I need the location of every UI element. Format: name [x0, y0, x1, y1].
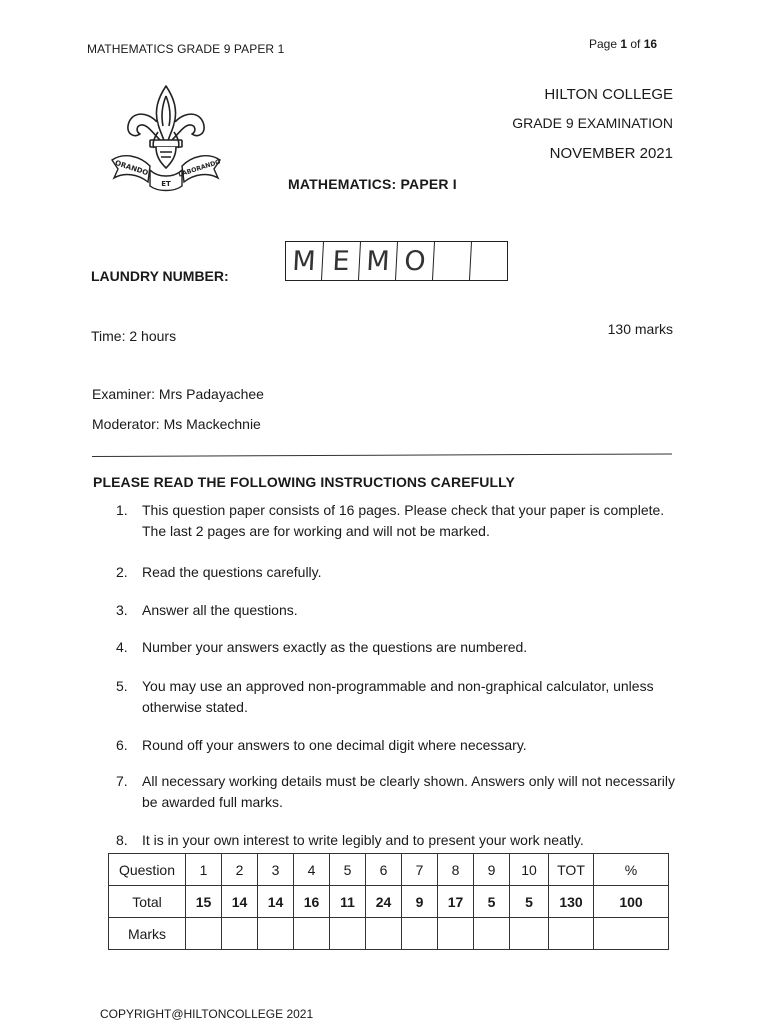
school-crest-logo: [110, 82, 222, 200]
question-cell: 9: [474, 854, 510, 886]
total-cell: 14: [222, 886, 258, 918]
marks-cell: [366, 918, 402, 950]
marks-cell: [549, 918, 594, 950]
crest-motto-left: ORANDO: [114, 158, 150, 178]
marks-cell: [594, 918, 669, 950]
question-cell: 7: [402, 854, 438, 886]
instruction-number: 2.: [116, 564, 128, 580]
exam-date: NOVEMBER 2021: [549, 145, 673, 162]
instruction-number: 6.: [116, 737, 128, 753]
examiner: Examiner: Mrs Padayachee: [92, 386, 264, 402]
laundry-cell-4: O: [396, 242, 435, 280]
table-row-marks: [109, 918, 669, 950]
marks-cell: [474, 918, 510, 950]
divider: [92, 453, 672, 457]
question-cell: TOT: [549, 854, 594, 886]
instruction-text: You may use an approved non-programmable and non-graphical calculator, unless otherwise stated.: [142, 678, 654, 715]
instruction-text: Number your answers exactly as the questions are numbered.: [142, 639, 528, 655]
laundry-number-label: LAUNDRY NUMBER:: [91, 268, 229, 284]
instruction-item: [116, 830, 676, 851]
page-number: [589, 37, 657, 51]
instruction-text: All necessary working details must be clearly shown. Answers only will not necessarily be awarded full marks.: [142, 773, 675, 810]
page-total: 16: [643, 37, 658, 51]
crest-motto-mid: ET: [161, 180, 171, 188]
question-cell: 8: [438, 854, 474, 886]
marks-cell: [510, 918, 549, 950]
laundry-number-boxes: [285, 241, 508, 281]
laundry-cell-6: [470, 242, 508, 280]
row-label: Marks: [109, 918, 186, 950]
marks-cell: [438, 918, 474, 950]
table-row-questions: [109, 854, 669, 886]
total-cell: 15: [186, 886, 222, 918]
marks-table: [108, 853, 669, 950]
total-cell: 11: [330, 886, 366, 918]
laundry-cell-5: [433, 242, 472, 280]
instruction-number: 8.: [116, 832, 128, 848]
question-cell: 1: [186, 854, 222, 886]
total-cell: 17: [438, 886, 474, 918]
question-cell: 4: [294, 854, 330, 886]
instruction-number: 3.: [116, 602, 128, 618]
question-cell: %: [594, 854, 669, 886]
marks-cell: [258, 918, 294, 950]
question-cell: 2: [222, 854, 258, 886]
instruction-item: [116, 600, 676, 621]
instruction-item: [116, 637, 676, 658]
row-label: Total: [109, 886, 186, 918]
question-cell: 5: [330, 854, 366, 886]
instruction-text: Read the questions carefully.: [142, 564, 322, 580]
instruction-number: 7.: [116, 773, 128, 789]
marks-cell: [294, 918, 330, 950]
total-cell: 14: [258, 886, 294, 918]
instruction-text: Round off your answers to one decimal digit where necessary.: [142, 737, 527, 753]
school-name: HILTON COLLEGE: [544, 86, 673, 103]
table-row-totals: [109, 886, 669, 918]
question-cell: 6: [366, 854, 402, 886]
moderator: Moderator: Ms Mackechnie: [92, 416, 261, 432]
page-current: 1: [620, 37, 628, 51]
instruction-number: 1.: [116, 502, 128, 518]
exam-duration: Time: 2 hours: [91, 328, 177, 344]
instruction-number: 5.: [116, 678, 128, 694]
total-cell: 130: [549, 886, 594, 918]
instruction-item: [116, 735, 676, 756]
total-cell: 9: [402, 886, 438, 918]
question-cell: 10: [510, 854, 549, 886]
running-header-title: MATHEMATICS GRADE 9 PAPER 1: [87, 42, 285, 56]
page-mid: of: [627, 37, 644, 51]
total-cell: 24: [366, 886, 402, 918]
marks-cell: [330, 918, 366, 950]
total-cell: 5: [510, 886, 549, 918]
instruction-text: This question paper consists of 16 pages. Please check that your paper is complete. The last 2 pages are for working and will not be marked.: [142, 502, 665, 539]
marks-cell: [186, 918, 222, 950]
laundry-cell-1: M: [285, 242, 324, 280]
copyright-footer: COPYRIGHT@HILTONCOLLEGE 2021: [100, 1007, 314, 1021]
total-cell: 5: [474, 886, 510, 918]
page-prefix: Page: [589, 37, 621, 51]
paper-title: MATHEMATICS: PAPER I: [288, 176, 457, 192]
exam-name: GRADE 9 EXAMINATION: [512, 115, 673, 131]
question-cell: 3: [258, 854, 294, 886]
laundry-cell-3: M: [359, 242, 398, 280]
instruction-item: [116, 771, 676, 813]
total-cell: 100: [594, 886, 669, 918]
total-marks: 130 marks: [607, 321, 673, 337]
marks-cell: [402, 918, 438, 950]
instruction-text: Answer all the questions.: [142, 602, 298, 618]
instructions-heading: PLEASE READ THE FOLLOWING INSTRUCTIONS CAREFULLY: [93, 474, 515, 490]
instruction-number: 4.: [116, 639, 128, 655]
laundry-cell-2: E: [322, 242, 361, 280]
instruction-item: [116, 500, 676, 542]
crest-motto-right: LABORANDO: [177, 158, 222, 179]
row-label: Question: [109, 854, 186, 886]
marks-cell: [222, 918, 258, 950]
instruction-item: [116, 562, 676, 583]
total-cell: 16: [294, 886, 330, 918]
instruction-text: It is in your own interest to write legibly and to present your work neatly.: [142, 832, 584, 848]
instruction-item: [116, 676, 676, 718]
